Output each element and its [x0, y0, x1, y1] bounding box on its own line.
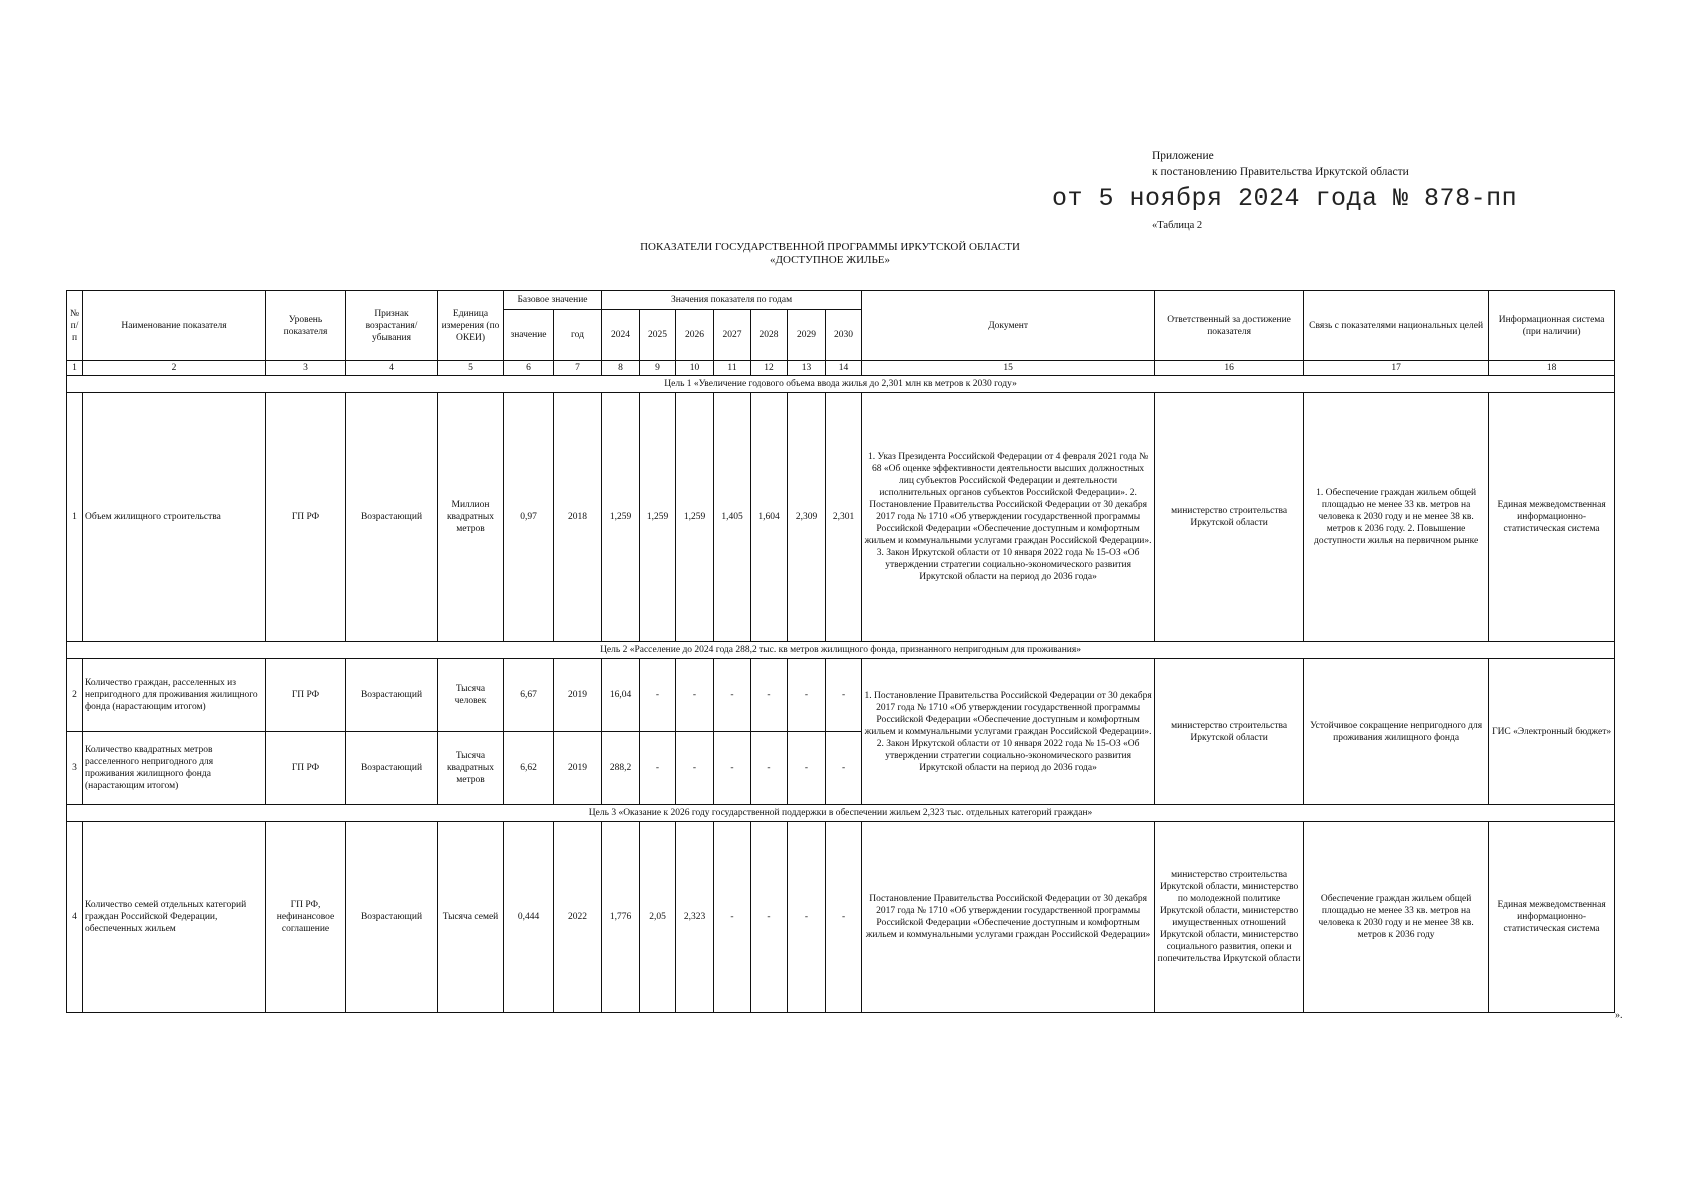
- row-base-year: 2019: [554, 659, 602, 732]
- header-base-value: значение: [504, 310, 554, 361]
- column-numbers-row: [67, 361, 1615, 376]
- row-value: -: [640, 659, 676, 732]
- row-name: Количество семей отдельных категорий граждан Российской Федерации, обеспеченных жильем: [83, 822, 266, 1013]
- table-label: «Таблица 2: [1152, 220, 1203, 231]
- column-number: 13: [788, 361, 826, 376]
- group-responsible: министерство строительства Иркутской области: [1155, 659, 1304, 805]
- row-link: 1. Обеспечение граждан жильем общей площадью не менее 33 кв. метров на человека к 2030 году и не менее 38 кв. метров к 2036 году. 2. Повышение доступности жилья на первичном рынке: [1304, 393, 1489, 642]
- row-value: 2,05: [640, 822, 676, 1013]
- column-number: 2: [83, 361, 266, 376]
- row-value: -: [640, 732, 676, 805]
- title-line1: ПОКАЗАТЕЛИ ГОСУДАРСТВЕННОЙ ПРОГРАММЫ ИРКУТСКОЙ ОБЛАСТИ: [640, 241, 1020, 253]
- header-link: Связь с показателями национальных целей: [1304, 291, 1489, 361]
- row-value: -: [714, 659, 751, 732]
- group-document: 1. Постановление Правительства Российской Федерации от 30 декабря 2017 года № 1710 «Об утверждении государственной программы Российской Федерации «Обеспечение доступным и комфортным жильем и коммунальными услугами граждан Российской Федерации». 2. Закон Иркутской области от 10 января 2022 года № 15-ОЗ «Об утверждении стратегии социально-экономического развития Иркутской области на период до 2036 года»: [862, 659, 1155, 805]
- column-number: 16: [1155, 361, 1304, 376]
- header-sign: Признак возрастания/убывания: [346, 291, 438, 361]
- column-number: 18: [1489, 361, 1615, 376]
- header-document: Документ: [862, 291, 1155, 361]
- row-value: 288,2: [602, 732, 640, 805]
- row-name: Количество квадратных метров расселенного непригодного для проживания жилищного фонда (нарастающим итогом): [83, 732, 266, 805]
- row-value: 1,259: [676, 393, 714, 642]
- header-year: 2030: [826, 310, 862, 361]
- header-base: Базовое значение: [504, 291, 602, 310]
- table-row: [67, 659, 1615, 732]
- row-value: -: [826, 732, 862, 805]
- column-number: 1: [67, 361, 83, 376]
- row-value: 1,604: [751, 393, 788, 642]
- row-value: -: [714, 822, 751, 1013]
- row-value: 2,323: [676, 822, 714, 1013]
- column-number: 17: [1304, 361, 1489, 376]
- column-number: 6: [504, 361, 554, 376]
- decree-stamp: от 5 ноября 2024 года № 878-пп: [1052, 184, 1518, 213]
- row-responsible: министерство строительства Иркутской области, министерство по молодежной политике Иркутской области, министерство имущественных отношений Иркутской области, министерство социального развития, опеки и попечительства Иркутской области: [1155, 822, 1304, 1013]
- row-value: 1,259: [602, 393, 640, 642]
- goal-row-2: Цель 2 «Расселение до 2024 года 288,2 тыс. кв метров жилищного фонда, признанного непригодным для проживания»: [67, 642, 1615, 659]
- row-value: 16,04: [602, 659, 640, 732]
- row-value: -: [714, 732, 751, 805]
- goal-row-1: Цель 1 «Увеличение годового объема ввода жилья до 2,301 млн кв метров к 2030 году»: [67, 376, 1615, 393]
- row-sign: Возрастающий: [346, 732, 438, 805]
- column-number: 14: [826, 361, 862, 376]
- row-sign: Возрастающий: [346, 659, 438, 732]
- column-number: 7: [554, 361, 602, 376]
- column-number: 15: [862, 361, 1155, 376]
- row-base-value: 0,97: [504, 393, 554, 642]
- header-year: 2025: [640, 310, 676, 361]
- row-num: 4: [67, 822, 83, 1013]
- column-number: 5: [438, 361, 504, 376]
- row-value: -: [676, 732, 714, 805]
- row-level: ГП РФ: [266, 393, 346, 642]
- row-value: -: [751, 732, 788, 805]
- row-value: -: [826, 659, 862, 732]
- row-sign: Возрастающий: [346, 822, 438, 1013]
- title-line2: «ДОСТУПНОЕ ЖИЛЬЕ»: [769, 254, 891, 266]
- document-title: [560, 241, 1100, 267]
- appendix-line1: Приложение: [1152, 150, 1214, 162]
- row-base-year: 2019: [554, 732, 602, 805]
- column-number: 12: [751, 361, 788, 376]
- row-level: ГП РФ: [266, 659, 346, 732]
- row-link: Обеспечение граждан жильем общей площадью не менее 33 кв. метров на человека к 2030 году и не менее 38 кв. метров к 2036 году: [1304, 822, 1489, 1013]
- column-number: 4: [346, 361, 438, 376]
- row-value: 1,259: [640, 393, 676, 642]
- goal-row-3: Цель 3 «Оказание к 2026 году государственной поддержки в обеспечении жильем 2,323 тыс. отдельных категорий граждан»: [67, 805, 1615, 822]
- row-level: ГП РФ, нефинансовое соглашение: [266, 822, 346, 1013]
- row-base-year: 2022: [554, 822, 602, 1013]
- header-infosystem: Информационная система (при наличии): [1489, 291, 1615, 361]
- row-name: Объем жилищного строительства: [83, 393, 266, 642]
- table-row: [67, 822, 1615, 1013]
- appendix-line2: к постановлению Правительства Иркутской области: [1152, 166, 1409, 178]
- header-year: 2027: [714, 310, 751, 361]
- group-infosystem: ГИС «Электронный бюджет»: [1489, 659, 1615, 805]
- header-responsible: Ответственный за достижение показателя: [1155, 291, 1304, 361]
- column-number: 11: [714, 361, 751, 376]
- header-num: № п/п: [67, 291, 83, 361]
- table-row: [67, 393, 1615, 642]
- row-infosystem: Единая межведомственная информационно-статистическая система: [1489, 393, 1615, 642]
- row-unit: Тысяча квадратных метров: [438, 732, 504, 805]
- row-num: 1: [67, 393, 83, 642]
- row-value: -: [751, 822, 788, 1013]
- row-value: -: [788, 732, 826, 805]
- row-level: ГП РФ: [266, 732, 346, 805]
- row-value: -: [788, 822, 826, 1013]
- row-value: 1,776: [602, 822, 640, 1013]
- column-number: 8: [602, 361, 640, 376]
- column-number: 10: [676, 361, 714, 376]
- row-value: -: [751, 659, 788, 732]
- header-level: Уровень показателя: [266, 291, 346, 361]
- header-unit: Единица измерения (по ОКЕИ): [438, 291, 504, 361]
- header-base-year: год: [554, 310, 602, 361]
- row-base-value: 6,67: [504, 659, 554, 732]
- row-unit: Тысяча человек: [438, 659, 504, 732]
- row-document: 1. Указ Президента Российской Федерации от 4 февраля 2021 года № 68 «Об оценке эффективности деятельности высших должностных лиц субъектов Российской Федерации и деятельности исполнительных органов субъектов Российской Федерации». 2. Постановление Правительства Российской Федерации от 30 декабря 2017 года № 1710 «Об утверждении государственной программы Российской Федерации «Обеспечение доступным и комфортным жильем и коммунальными услугами граждан Российской Федерации». 3. Закон Иркутской области от 10 января 2022 года № 15-ОЗ «Об утверждении стратегии социально-экономического развития Иркутской области на период до 2036 года»: [862, 393, 1155, 642]
- row-infosystem: Единая межведомственная информационно-статистическая система: [1489, 822, 1615, 1013]
- row-base-year: 2018: [554, 393, 602, 642]
- row-responsible: министерство строительства Иркутской области: [1155, 393, 1304, 642]
- closing-quote-mark: ».: [1615, 1010, 1623, 1021]
- row-value: -: [788, 659, 826, 732]
- row-value: -: [826, 822, 862, 1013]
- header-year: 2024: [602, 310, 640, 361]
- row-value: 2,301: [826, 393, 862, 642]
- header-by-years: Значения показателя по годам: [602, 291, 862, 310]
- appendix-header: [1152, 148, 1409, 180]
- row-num: 3: [67, 732, 83, 805]
- row-value: 2,309: [788, 393, 826, 642]
- header-year: 2028: [751, 310, 788, 361]
- column-number: 3: [266, 361, 346, 376]
- group-link: Устойчивое сокращение непригодного для проживания жилищного фонда: [1304, 659, 1489, 805]
- row-base-value: 0,444: [504, 822, 554, 1013]
- indicators-table: [66, 290, 1615, 1013]
- row-unit: Тысяча семей: [438, 822, 504, 1013]
- row-sign: Возрастающий: [346, 393, 438, 642]
- row-unit: Миллион квадратных метров: [438, 393, 504, 642]
- column-number: 9: [640, 361, 676, 376]
- header-year: 2026: [676, 310, 714, 361]
- row-value: 1,405: [714, 393, 751, 642]
- row-document: Постановление Правительства Российской Федерации от 30 декабря 2017 года № 1710 «Об утверждении государственной программы Российской Федерации «Обеспечение доступным и комфортным жильем и коммунальными услугами граждан Российской Федерации»: [862, 822, 1155, 1013]
- header-year: 2029: [788, 310, 826, 361]
- header-name: Наименование показателя: [83, 291, 266, 361]
- row-num: 2: [67, 659, 83, 732]
- row-base-value: 6,62: [504, 732, 554, 805]
- row-value: -: [676, 659, 714, 732]
- row-name: Количество граждан, расселенных из непригодного для проживания жилищного фонда (нарастающим итогом): [83, 659, 266, 732]
